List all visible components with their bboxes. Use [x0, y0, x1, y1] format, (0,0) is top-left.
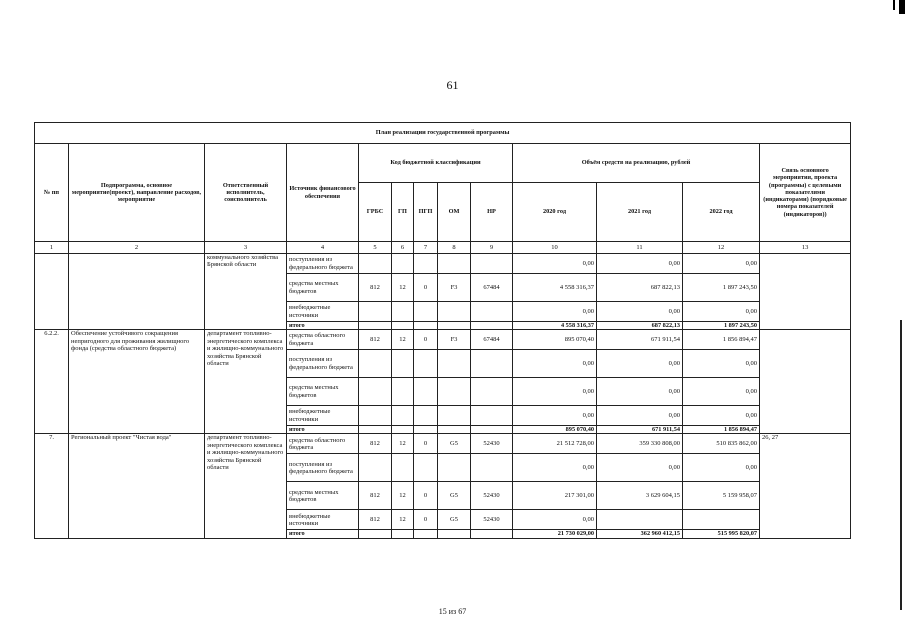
gp-cell: 12 — [392, 434, 414, 454]
gp-cell — [392, 350, 414, 378]
nr-cell: 52430 — [471, 482, 513, 510]
om-cell: G5 — [438, 434, 471, 454]
source-cell: средства местных бюджетов — [287, 274, 359, 302]
amount-2022: 0,00 — [683, 378, 760, 406]
amount-2020: 0,00 — [513, 302, 597, 322]
amount-2021: 0,00 — [597, 454, 683, 482]
gp-cell — [392, 454, 414, 482]
amount-2022: 0,00 — [683, 350, 760, 378]
header-source: Источник финансового обеспечения — [287, 144, 359, 242]
pgp-cell — [414, 454, 438, 482]
total-2020: 895 070,40 — [513, 426, 597, 434]
table-row — [35, 330, 851, 350]
gp-cell — [392, 254, 414, 274]
grbs-cell — [359, 254, 392, 274]
source-cell: средства местных бюджетов — [287, 482, 359, 510]
amount-2022: 0,00 — [683, 254, 760, 274]
amount-2021: 359 330 808,00 — [597, 434, 683, 454]
total-2021: 362 960 412,15 — [597, 530, 683, 538]
source-cell: поступления из федерального бюджета — [287, 350, 359, 378]
om-cell — [438, 350, 471, 378]
total-2020: 21 730 029,00 — [513, 530, 597, 538]
amount-2021: 3 629 604,15 — [597, 482, 683, 510]
nr-cell: 52430 — [471, 510, 513, 530]
col-number: 1 — [35, 242, 69, 254]
amount-2021: 0,00 — [597, 350, 683, 378]
grbs-cell — [359, 302, 392, 322]
col-number: 2 — [69, 242, 205, 254]
header-nr: НР — [471, 183, 513, 242]
om-cell — [438, 254, 471, 274]
header-budget-code: Код бюджетной классификации — [359, 144, 513, 183]
amount-2021: 0,00 — [597, 406, 683, 426]
column-numbers-row — [35, 242, 851, 254]
header-grbs: ГРБС — [359, 183, 392, 242]
header-executor: Ответственный исполнитель, соисполнитель — [205, 144, 287, 242]
amount-2020: 0,00 — [513, 406, 597, 426]
col-number: 4 — [287, 242, 359, 254]
amount-2021: 0,00 — [597, 378, 683, 406]
col-number: 5 — [359, 242, 392, 254]
executor-cell: департамент топливно-энергетического комплекса и жилищно-коммунального хозяйства Брянской области — [205, 434, 287, 538]
amount-2021: 671 911,54 — [597, 330, 683, 350]
table-title: План реализации государственной программы — [35, 123, 851, 144]
header-volume: Объём средств на реализацию, рублей — [513, 144, 760, 183]
col-number: 12 — [683, 242, 760, 254]
header-2020: 2020 год — [513, 183, 597, 242]
col-number: 10 — [513, 242, 597, 254]
nr-cell: 67484 — [471, 330, 513, 350]
source-cell: внебюджетные источники — [287, 302, 359, 322]
nr-cell — [471, 254, 513, 274]
nr-cell — [471, 350, 513, 378]
pgp-cell — [414, 378, 438, 406]
amount-2022: 510 835 862,00 — [683, 434, 760, 454]
source-cell: поступления из федерального бюджета — [287, 254, 359, 274]
measure-name: Региональный проект "Чистая вода" — [69, 434, 205, 538]
amount-2022: 0,00 — [683, 454, 760, 482]
nr-cell — [471, 454, 513, 482]
total-2020: 4 558 316,37 — [513, 322, 597, 330]
scan-edge-mark — [899, 0, 905, 14]
amount-2021: 0,00 — [597, 254, 683, 274]
om-cell: F3 — [438, 274, 471, 302]
row-number: 7. — [35, 434, 69, 538]
om-cell — [438, 454, 471, 482]
grbs-cell — [359, 406, 392, 426]
pgp-cell: 0 — [414, 510, 438, 530]
pgp-cell: 0 — [414, 482, 438, 510]
amount-2022: 0,00 — [683, 302, 760, 322]
om-cell: F3 — [438, 330, 471, 350]
gp-cell: 12 — [392, 274, 414, 302]
amount-2020: 21 512 728,00 — [513, 434, 597, 454]
table-row — [35, 434, 851, 454]
header-subprogram: Подпрограмма, основное мероприятие(проект), направление расходов, мероприятие — [69, 144, 205, 242]
header-gp: ГП — [392, 183, 414, 242]
page-footer: 15 из 67 — [438, 607, 467, 616]
col-number: 11 — [597, 242, 683, 254]
total-2021: 687 822,13 — [597, 322, 683, 330]
total-2022: 1 897 243,50 — [683, 322, 760, 330]
pgp-cell — [414, 406, 438, 426]
executor-cell: коммунального хозяйства Брянской области — [205, 254, 287, 330]
source-cell: итого — [287, 322, 359, 330]
amount-2020: 0,00 — [513, 454, 597, 482]
source-cell: средства областного бюджета — [287, 434, 359, 454]
total-2021: 671 911,54 — [597, 426, 683, 434]
amount-2022: 1 897 243,50 — [683, 274, 760, 302]
gp-cell — [392, 406, 414, 426]
amount-2021: 0,00 — [597, 302, 683, 322]
nr-cell — [471, 406, 513, 426]
grbs-cell: 812 — [359, 434, 392, 454]
source-cell: внебюджетные источники — [287, 510, 359, 530]
grbs-cell: 812 — [359, 510, 392, 530]
amount-2021 — [597, 510, 683, 530]
source-cell: внебюджетные источники — [287, 406, 359, 426]
gp-cell: 12 — [392, 330, 414, 350]
amount-2022 — [683, 510, 760, 530]
grbs-cell — [359, 378, 392, 406]
executor-cell: департамент топливно-энергетического комплекса и жилищно-коммунального хозяйства Брянской области — [205, 330, 287, 434]
source-cell: итого — [287, 426, 359, 434]
total-2022: 1 856 894,47 — [683, 426, 760, 434]
total-2022: 515 995 820,07 — [683, 530, 760, 538]
header-om: ОМ — [438, 183, 471, 242]
pgp-cell: 0 — [414, 274, 438, 302]
amount-2020: 0,00 — [513, 378, 597, 406]
header-2021: 2021 год — [597, 183, 683, 242]
grbs-cell: 812 — [359, 274, 392, 302]
amount-2020: 0,00 — [513, 254, 597, 274]
col-number: 7 — [414, 242, 438, 254]
page-number: 61 — [446, 78, 459, 92]
col-number: 13 — [760, 242, 851, 254]
amount-2020: 0,00 — [513, 350, 597, 378]
grbs-cell: 812 — [359, 482, 392, 510]
scan-edge-mark-small — [893, 0, 895, 10]
om-cell — [438, 406, 471, 426]
source-cell: итого — [287, 530, 359, 538]
pgp-cell — [414, 350, 438, 378]
gp-cell — [392, 378, 414, 406]
om-cell — [438, 302, 471, 322]
source-cell: поступления из федерального бюджета — [287, 454, 359, 482]
row-number: 6.2.2. — [35, 330, 69, 434]
gp-cell — [392, 302, 414, 322]
om-cell: G5 — [438, 482, 471, 510]
header-2022: 2022 год — [683, 183, 760, 242]
gp-cell: 12 — [392, 510, 414, 530]
indicator-link: 26, 27 — [760, 434, 851, 538]
nr-cell — [471, 302, 513, 322]
col-number: 8 — [438, 242, 471, 254]
table-row — [35, 254, 851, 274]
nr-cell: 67484 — [471, 274, 513, 302]
grbs-cell — [359, 454, 392, 482]
amount-2021: 687 822,13 — [597, 274, 683, 302]
amount-2020: 0,00 — [513, 510, 597, 530]
amount-2022: 5 159 958,07 — [683, 482, 760, 510]
source-cell: средства областного бюджета — [287, 330, 359, 350]
pgp-cell: 0 — [414, 434, 438, 454]
om-cell — [438, 378, 471, 406]
om-cell: G5 — [438, 510, 471, 530]
col-number: 9 — [471, 242, 513, 254]
grbs-cell: 812 — [359, 330, 392, 350]
gp-cell: 12 — [392, 482, 414, 510]
amount-2022: 0,00 — [683, 406, 760, 426]
grbs-cell — [359, 350, 392, 378]
header-link: Связь основного мероприятия, проекта (программы) с целевыми показателями (индикаторами) (порядковые номера показателей (индикаторов)) — [760, 144, 851, 242]
pgp-cell — [414, 302, 438, 322]
col-number: 6 — [392, 242, 414, 254]
scan-edge-bar — [900, 320, 902, 610]
amount-2020: 217 301,00 — [513, 482, 597, 510]
amount-2020: 895 070,40 — [513, 330, 597, 350]
header-no: № пп — [35, 144, 69, 242]
amount-2020: 4 558 316,37 — [513, 274, 597, 302]
col-number: 3 — [205, 242, 287, 254]
source-cell: средства местных бюджетов — [287, 378, 359, 406]
plan-table — [34, 122, 851, 539]
amount-2022: 1 856 894,47 — [683, 330, 760, 350]
pgp-cell: 0 — [414, 330, 438, 350]
nr-cell — [471, 378, 513, 406]
header-pgp: ПГП — [414, 183, 438, 242]
pgp-cell — [414, 254, 438, 274]
measure-name: Обеспечение устойчивого сокращения непригодного для проживания жилищного фонда (средства областного бюджета) — [69, 330, 205, 434]
nr-cell: 52430 — [471, 434, 513, 454]
